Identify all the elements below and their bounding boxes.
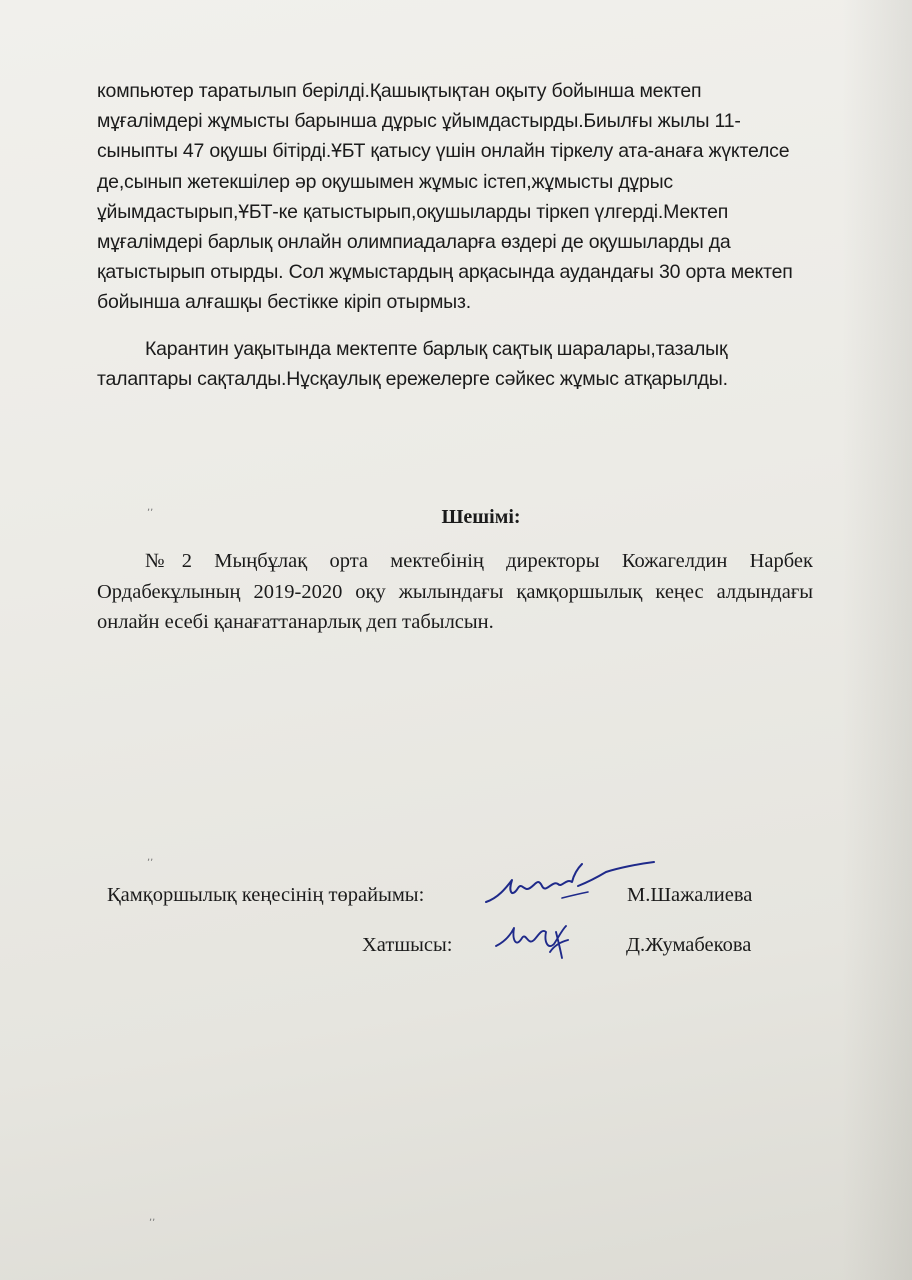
paper-speck: ,, (149, 1212, 156, 1223)
secretary-label: Хатшысы: (362, 934, 453, 956)
paragraph-remote-learning: компьютер таратылып берілді.Қашықтықтан оқыту бойынша мектеп мұғалімдері жұмысты барынша дұрыс ұйымдастырды.Биылғы жылы 11-сыныпты 47 оқушы бітірді.ҰБТ қатысу үшін онлайн тіркелу ата-анаға жүктелсе де,сынып жетекшілер әр оқушымен жұмыс істеп,жұмысты дұрыс ұйымдастырып,ҰБТ-ке қатыстырып,оқушыларды тіркеп үлгерді.Мектеп мұғалімдері барлық онлайн олимпиадаларға өздері де оқушыларды да қатыстырып отырды. Сол жұмыстардың арқасында аудандағы 30 орта мектеп бойынша алғашқы бестікке кіріп отырмыз. (97, 80, 793, 314)
paragraph-quarantine: Карантин уақытында мектепте барлық сақтық шаралары,тазалық талаптары сақталды.Нұсқаулық ережелерге сәйкес жұмыс атқарылды. (97, 337, 728, 390)
paper-speck: ,, (147, 852, 154, 863)
decision-heading: Шешімі: (441, 506, 521, 528)
paper-speck: ,, (147, 502, 154, 513)
secretary-name: Д.Жумабекова (626, 934, 752, 956)
chair-name: М.Шажалиева (627, 884, 753, 906)
report-body (97, 76, 802, 394)
chair-label: Қамқоршылық кеңесінің төрайымы: (107, 884, 425, 906)
page-shadow (842, 0, 912, 1280)
secretary-signature-icon (490, 918, 580, 968)
decision-text: №2 Мыңбұлақ орта мектебінің директоры Кожагелдин Нарбек Ордабекұлының 2019-2020 оқу жылындағы қамқоршылық кеңес алдындағы онлайн есебі қанағаттанарлық деп табылсын. (97, 550, 813, 633)
